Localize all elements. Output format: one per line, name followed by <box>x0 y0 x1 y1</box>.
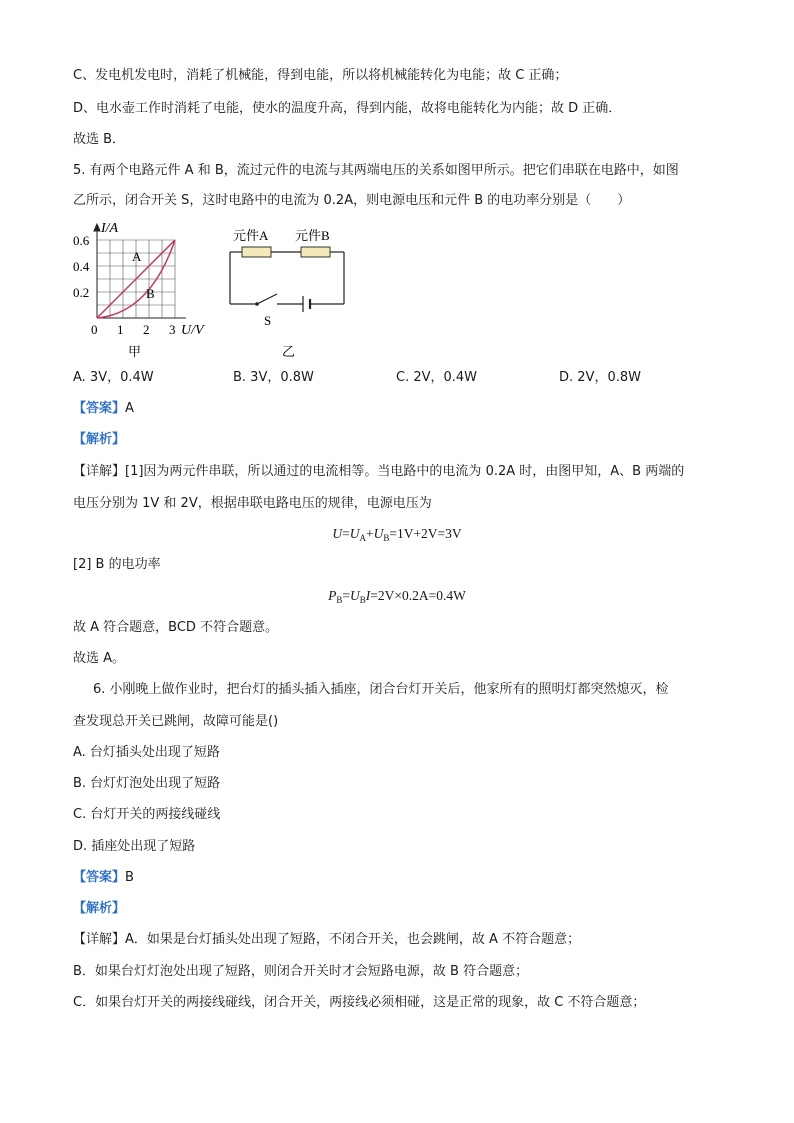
question-6-stem: 6. 小刚晚上做作业时，把台灯的插头插入插座，闭合台灯开关后，他家所有的照明灯都突然熄灭，检 <box>93 682 669 697</box>
q6-answer-line <box>73 868 134 888</box>
x-tick: 2 <box>143 322 150 337</box>
q6-option-b: B. 台灯灯泡处出现了短路 <box>73 776 221 791</box>
question-6-stem: 查发现总开关已跳闸，故障可能是() <box>73 714 279 729</box>
element-a-label: 元件A <box>233 228 269 243</box>
detail-tag: 【详解】 <box>73 464 126 479</box>
answer-tag: 【答案】 <box>73 870 126 885</box>
option-c: C. 2V，0.4W <box>396 370 478 385</box>
q6-option-a: A. 台灯插头处出现了短路 <box>73 745 220 760</box>
q6-option-d: D. 插座处出现了短路 <box>73 839 196 854</box>
answer-value: B <box>125 870 134 885</box>
q6-option-c: C. 台灯开关的两接线碰线 <box>73 807 221 822</box>
resistor-b <box>301 247 330 257</box>
detail-line <box>73 462 684 482</box>
x-axis-label: U/V <box>181 323 204 338</box>
y-tick: 0.6 <box>73 233 90 248</box>
y-axis-label: I/A <box>101 221 119 236</box>
text-line: C、发电机发电时，消耗了机械能，得到电能，所以将机械能转化为电能；故 C 正确； <box>73 68 568 83</box>
detail-text: [1]因为两元件串联，所以通过的电流相等。当电路中的电流为 0.2A 时，由图甲知，A、B 两端的 <box>125 464 685 479</box>
option-d: D. 2V，0.8W <box>559 370 641 385</box>
equation-voltage-rest: =1V+2V=3V <box>389 526 462 541</box>
figure-yi-circuit <box>225 222 355 362</box>
q6-analysis-tag: 【解析】 <box>73 901 126 916</box>
label-b: B <box>146 286 155 301</box>
graph-axes <box>94 224 186 318</box>
element-b-label: 元件B <box>295 228 330 243</box>
detail-text: A．如果是台灯插头处出现了短路，不闭合开关，也会跳闸，故 A 不符合题意； <box>125 932 581 947</box>
x-tick: 3 <box>169 322 176 337</box>
detail-line: 电压分别为 1V 和 2V，根据串联电路电压的规律，电源电压为 <box>73 496 432 511</box>
question-5-stem: 5. 有两个电路元件 A 和 B，流过元件的电流与其两端电压的关系如图甲所示。把它们串联在电路中，如图 <box>73 163 679 178</box>
question-5-stem: 乙所示，闭合开关 S，这时电路中的电流为 0.2A，则电源电压和元件 B 的电功率分别是（ ） <box>73 193 631 208</box>
figure-jia-iu-graph <box>70 218 220 362</box>
answer-line <box>73 399 134 419</box>
answer-tag: 【答案】 <box>73 401 126 416</box>
equation-power-rest: =2V×0.2A=0.4W <box>370 588 466 603</box>
y-tick: 0.4 <box>73 259 90 274</box>
text-line: 故选 B． <box>73 132 126 147</box>
figure-caption-jia: 甲 <box>128 344 142 359</box>
resistor-a <box>242 247 271 257</box>
option-a: A. 3V，0.4W <box>73 370 154 385</box>
equation-voltage: $U=U_A+U_B=1V+2V=3V$ <box>332 526 462 543</box>
detail-tag: 【详解】 <box>73 932 126 947</box>
detail-line: 故 A 符合题意，BCD 不符合题意。 <box>73 620 279 635</box>
x-tick: 1 <box>117 322 124 337</box>
q6-detail-line: B．如果台灯灯泡处出现了短路，则闭合开关时才会短路电源，故 B 符合题意； <box>73 964 529 979</box>
switch-pivot <box>255 302 259 306</box>
equation-power: $P_B=U_BI=2V\times 0.2A=0.4W$ <box>328 588 466 605</box>
switch-label: S <box>264 313 272 328</box>
detail-line: [2] B 的电功率 <box>73 557 161 572</box>
x-tick: 0 <box>91 322 98 337</box>
label-a: A <box>132 249 142 264</box>
answer-value: A <box>125 401 134 416</box>
q6-detail-line: C．如果台灯开关的两接线碰线，闭合开关，两接线必须相碰，这是正常的现象，故 C 不符合题意； <box>73 995 646 1010</box>
text-line: D、电水壶工作时消耗了电能，使水的温度升高，得到内能，故将电能转化为内能；故 D 正确． <box>73 101 622 116</box>
detail-line: 故选 A。 <box>73 651 126 666</box>
figure-caption-yi: 乙 <box>282 344 296 359</box>
option-b: B. 3V，0.8W <box>233 370 314 385</box>
y-tick: 0.2 <box>73 285 90 300</box>
analysis-tag: 【解析】 <box>73 432 126 447</box>
q6-detail-line <box>73 930 580 950</box>
